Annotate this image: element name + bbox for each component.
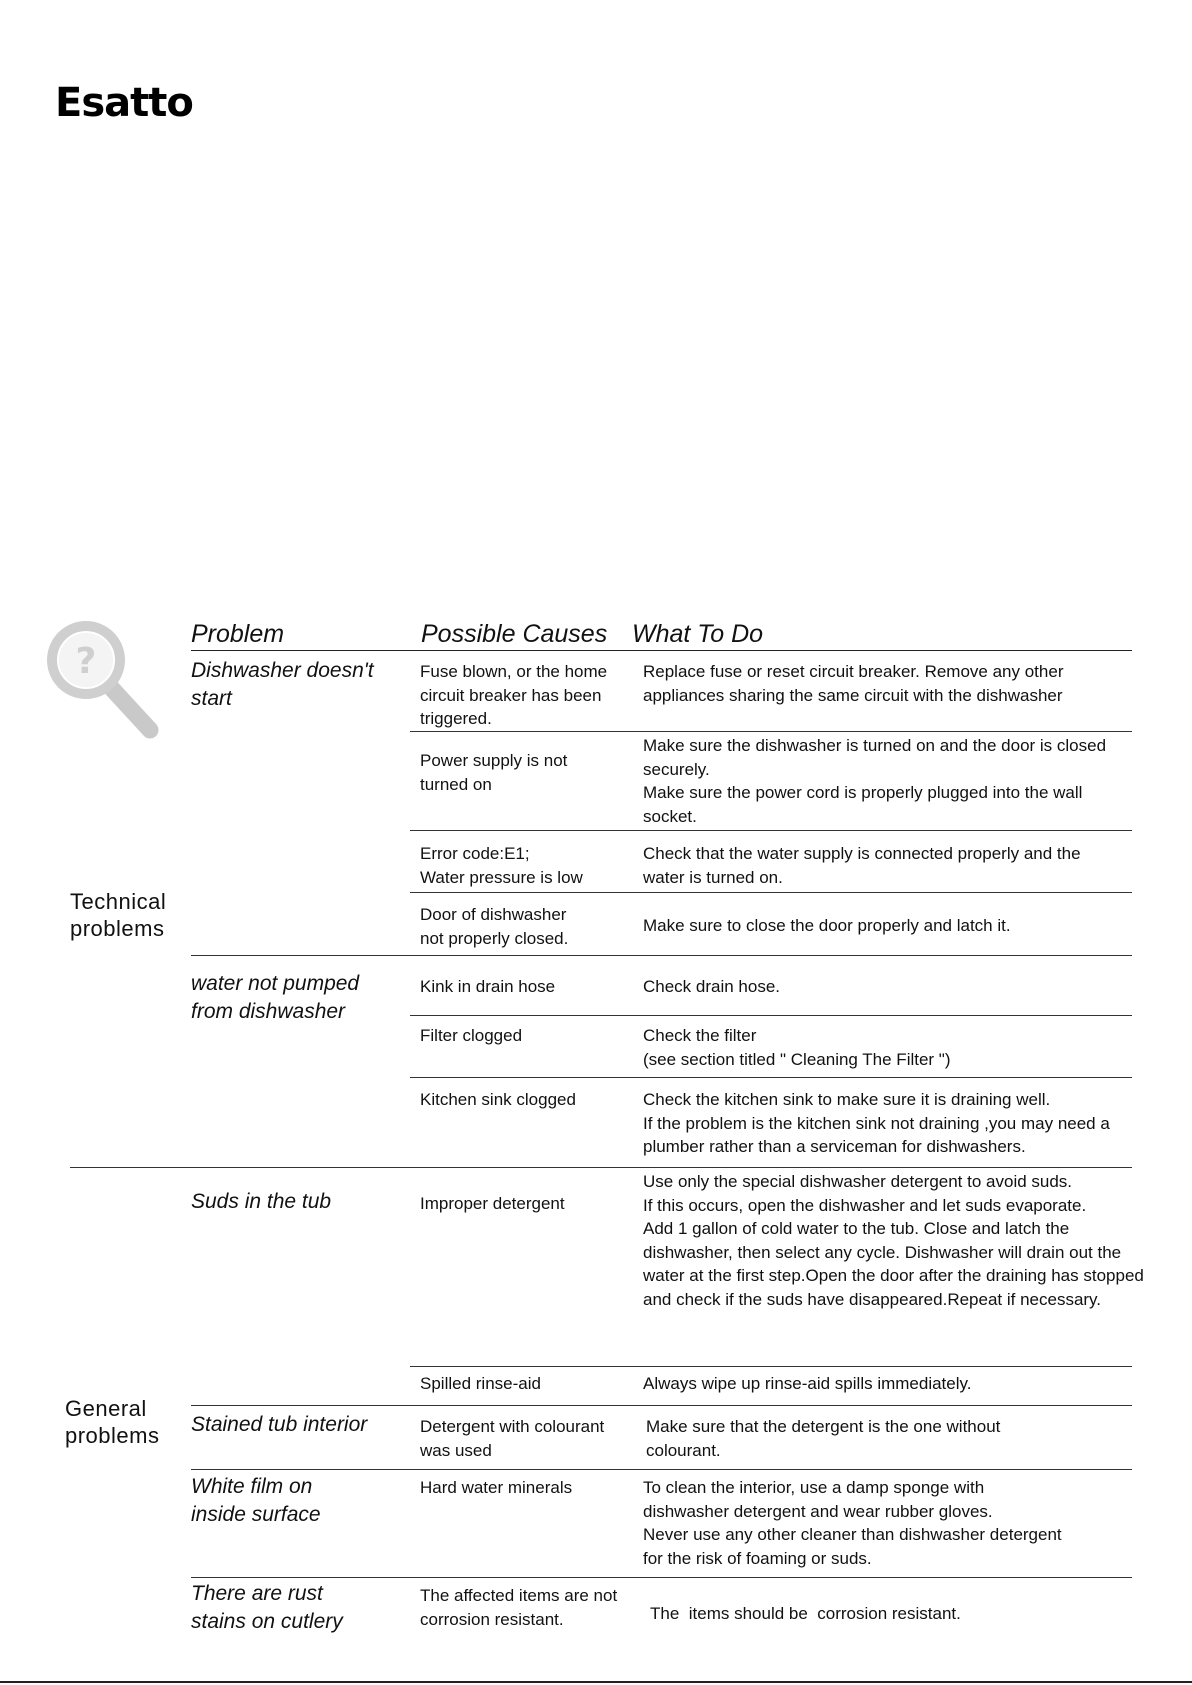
row-divider	[410, 892, 1132, 893]
todo-cell: Make sure that the detergent is the one without colourant.	[646, 1417, 1001, 1460]
todo-cell: The items should be corrosion resistant.	[650, 1604, 961, 1623]
problem-divider	[191, 955, 1132, 956]
problem-divider	[191, 1405, 1132, 1406]
cause-cell: Filter clogged	[420, 1026, 523, 1045]
cause-cell: Door of dishwasher not properly closed.	[420, 905, 569, 948]
cause-cell: Fuse blown, or the home circuit breaker has been triggered.	[420, 662, 608, 728]
problem-divider	[191, 1577, 1132, 1578]
todo-cell: Make sure the dishwasher is turned on and the door is closed securely. Make sure the power cord is properly plugged into the wall socket.	[643, 736, 1107, 826]
row-divider	[410, 1015, 1132, 1016]
todo-cell: Check the filter (see section titled " Cleaning The Filter ")	[643, 1026, 951, 1069]
cause-cell: Detergent with colourant was used	[420, 1417, 605, 1460]
cause-cell: Power supply is not turned on	[420, 751, 568, 794]
todo-cell: Replace fuse or reset circuit breaker. Remove any other appliances sharing the same circuit with the dishwasher	[643, 662, 1064, 705]
troubleshooting-magnifier-icon	[42, 618, 167, 748]
cause-cell: Error code:E1; Water pressure is low	[420, 844, 583, 887]
problem-divider	[191, 1469, 1132, 1470]
category-technical: Technical problems	[70, 889, 167, 941]
page-bottom-rule	[0, 1681, 1192, 1683]
row-divider	[410, 1366, 1132, 1367]
problem-label: Stained tub interior	[191, 1413, 368, 1436]
header-problem: Problem	[191, 620, 285, 648]
svg-text:?: ?	[75, 641, 97, 682]
problem-label: Suds in the tub	[191, 1190, 332, 1213]
problem-label: water not pumped from dishwasher	[191, 972, 360, 1023]
brand-logo: Esatto	[55, 80, 193, 126]
cause-cell: The affected items are not corrosion resistant.	[420, 1586, 618, 1629]
category-general: General problems	[65, 1396, 160, 1448]
header-divider	[191, 650, 1132, 651]
todo-cell: Check the kitchen sink to make sure it is draining well. If the problem is the kitchen sink not draining ,you may need a plumber rather than a serviceman for dishwashers.	[643, 1090, 1110, 1156]
todo-cell: Make sure to close the door properly and latch it.	[643, 916, 1011, 935]
todo-cell: Check drain hose.	[643, 977, 781, 996]
problem-label: Dishwasher doesn't start	[191, 659, 374, 710]
todo-cell: Always wipe up rinse-aid spills immediately.	[643, 1374, 972, 1393]
cause-cell: Improper detergent	[420, 1194, 565, 1213]
row-divider	[410, 731, 1132, 732]
row-divider	[410, 1077, 1132, 1078]
todo-cell: To clean the interior, use a damp sponge with dishwasher detergent and wear rubber gloves. Never use any other cleaner than dishwasher detergent for the risk of foaming or suds.	[643, 1478, 1062, 1568]
problem-label: There are rust stains on cutlery	[191, 1582, 343, 1633]
cause-cell: Hard water minerals	[420, 1478, 573, 1497]
row-divider	[410, 830, 1132, 831]
cause-cell: Spilled rinse-aid	[420, 1374, 541, 1393]
header-possible-causes: Possible Causes	[421, 620, 608, 648]
header-what-to-do: What To Do	[632, 620, 764, 648]
cause-cell: Kink in drain hose	[420, 977, 556, 996]
todo-cell: Use only the special dishwasher detergent to avoid suds. If this occurs, open the dishwasher and let suds evaporate. Add 1 gallon of cold water to the tub. Close and latch the dishwasher, then select any cycle. Dishwasher will drain out the water at the first step.Open the door after the draining has stopped and check if the suds have disappeared.Repeat if necessary.	[643, 1172, 1144, 1309]
todo-cell: Check that the water supply is connected properly and the water is turned on.	[643, 844, 1081, 887]
problem-label: White film on inside surface	[191, 1475, 321, 1526]
cause-cell: Kitchen sink clogged	[420, 1090, 576, 1109]
category-divider	[70, 1167, 1132, 1168]
